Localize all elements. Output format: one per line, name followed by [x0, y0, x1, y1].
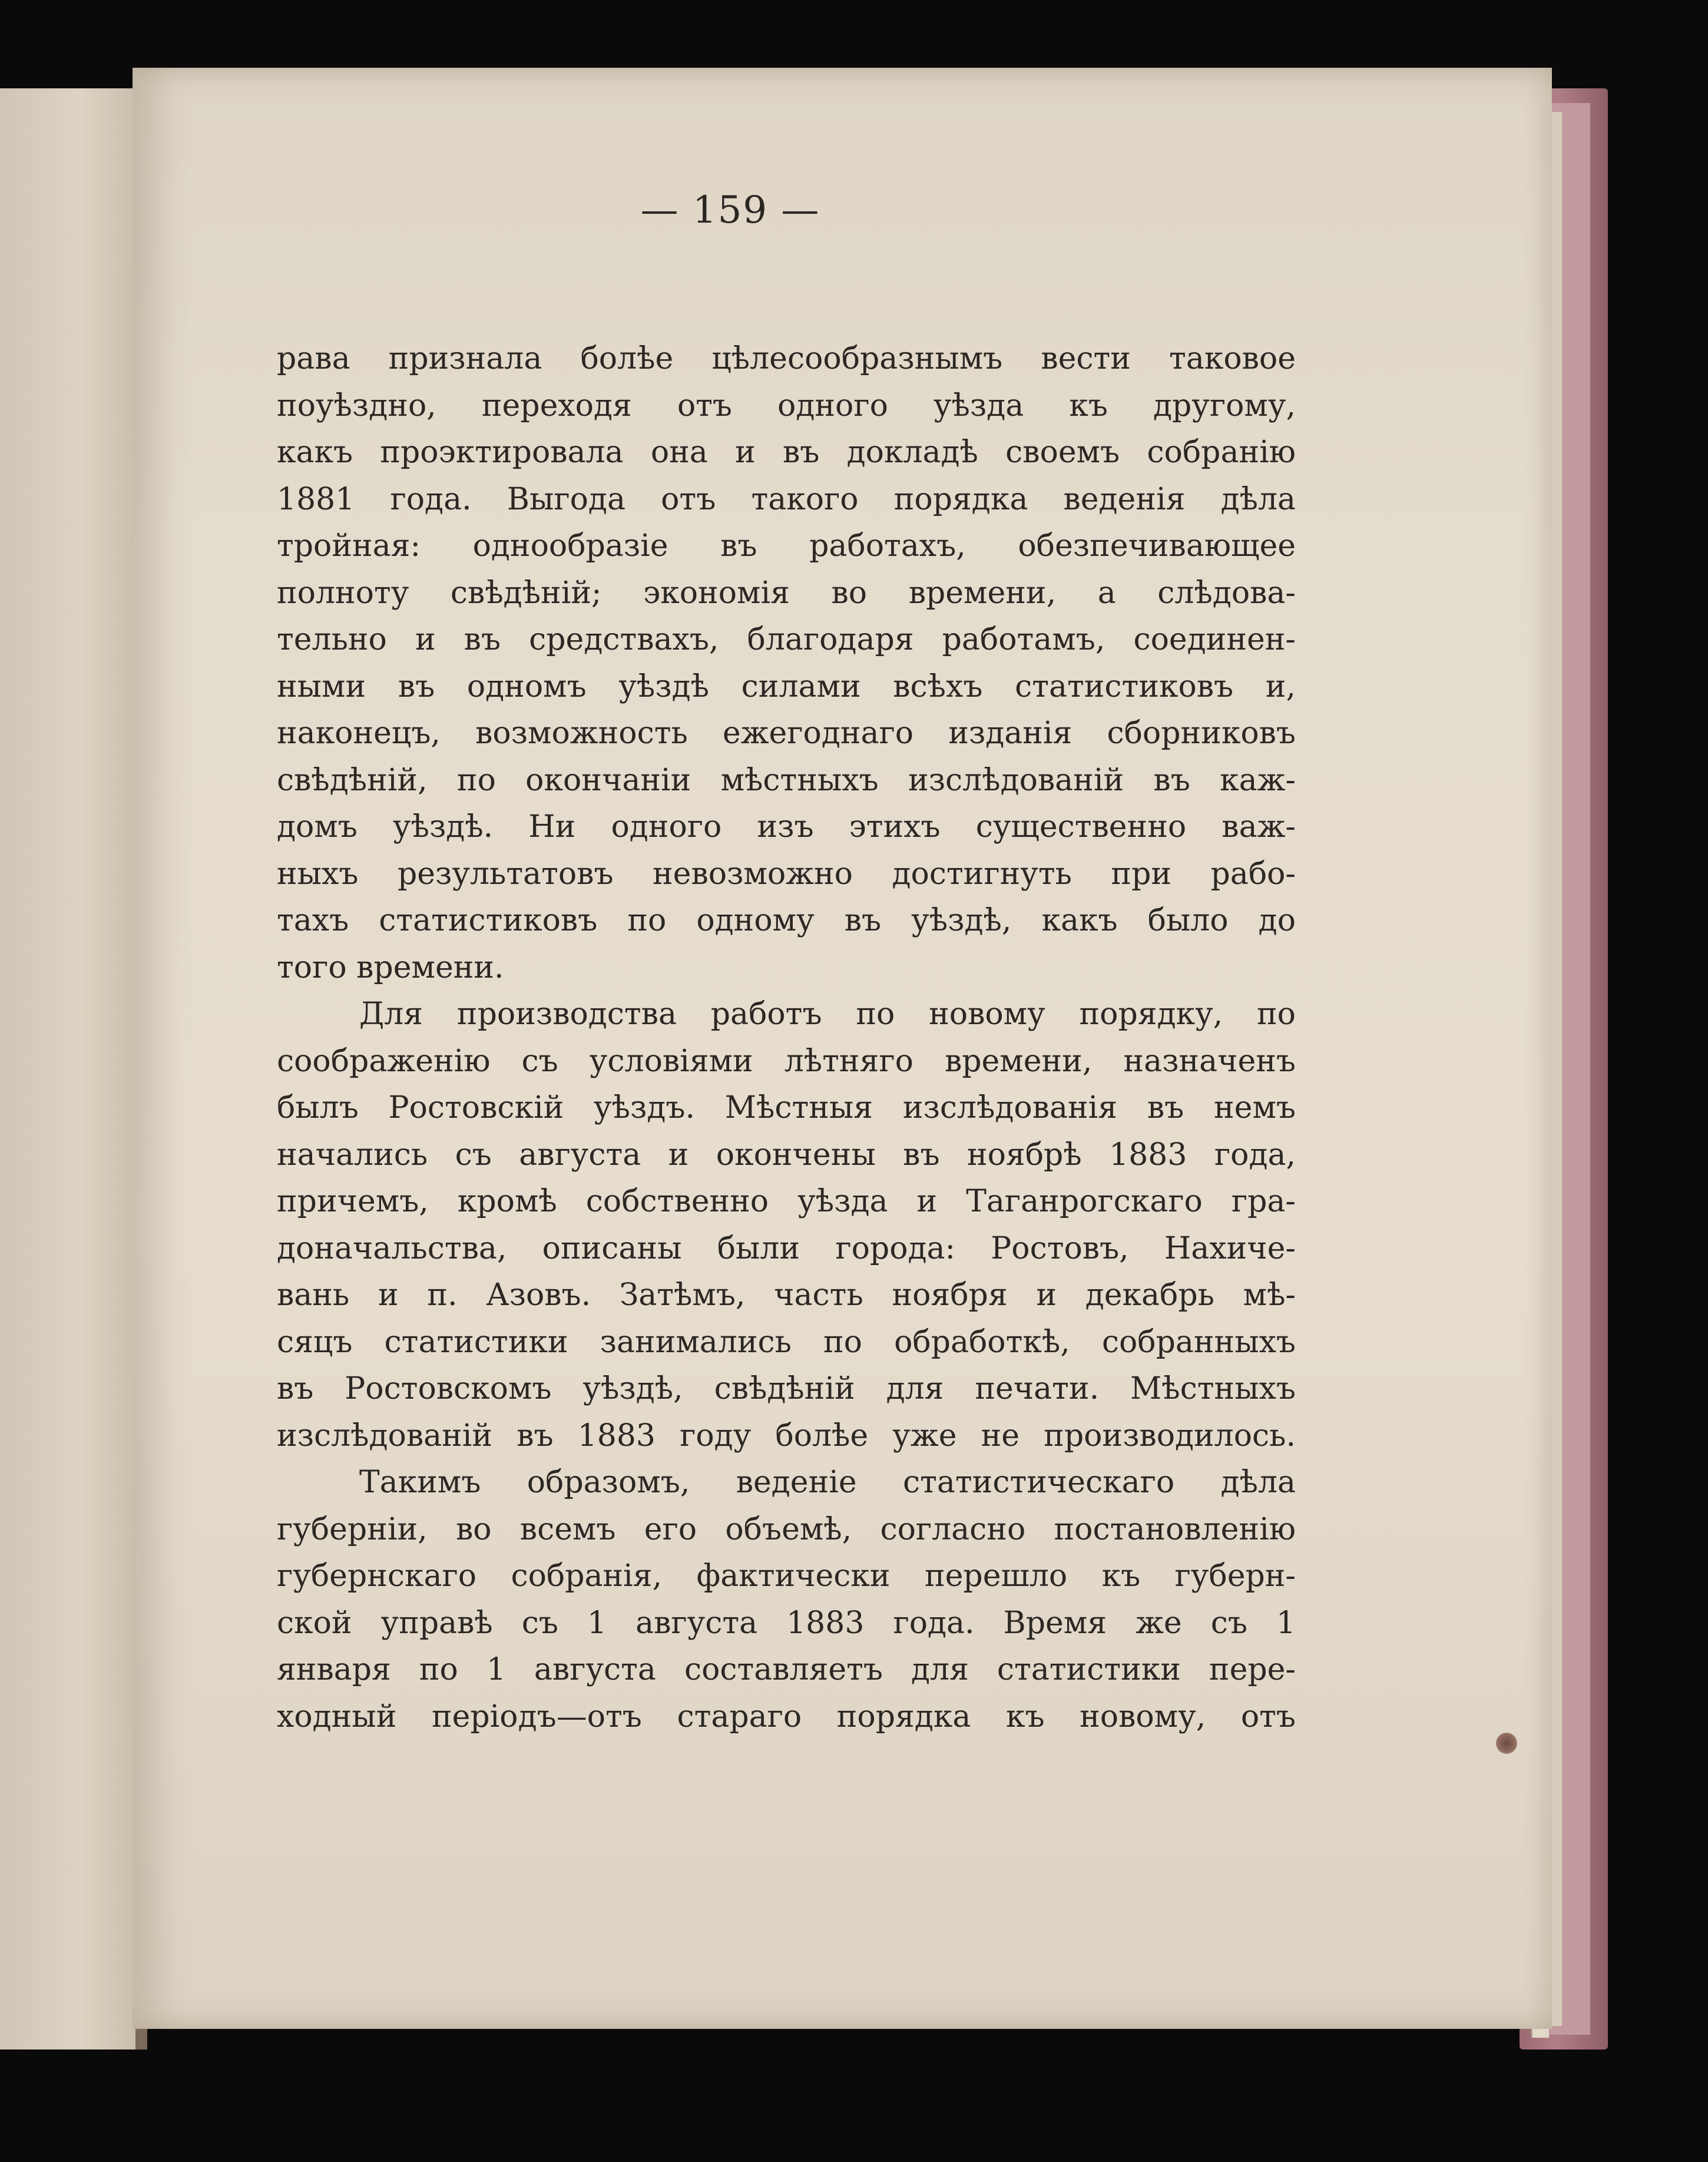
text-line: какъ проэктировала она и въ докладѣ своемъ собранію — [277, 435, 1296, 470]
text-line: начались съ августа и окончены въ ноябрѣ 1883 года, — [277, 1137, 1296, 1173]
page-number: — 159 — — [640, 188, 820, 232]
text-line: тройная: однообразіе въ работахъ, обезпечивающее — [277, 528, 1296, 564]
text-line: того времени. — [277, 949, 504, 985]
text-line: тельно и въ средствахъ, благодаря работамъ, соединен- — [277, 622, 1296, 657]
facing-page-edge — [0, 88, 135, 2050]
text-line: свѣдѣній, по окончаніи мѣстныхъ изслѣдованій въ каж- — [277, 762, 1296, 798]
page-hole-mark — [1496, 1733, 1517, 1754]
text-line: губернскаго собранія, фактически перешло къ губерн- — [277, 1558, 1296, 1594]
text-line: ходный періодъ—отъ стараго порядка къ новому, отъ — [277, 1699, 1296, 1734]
text-line: губерніи, во всемъ его объемѣ, согласно постановленію — [277, 1511, 1296, 1547]
page-text — [277, 336, 1296, 1740]
text-line: полноту свѣдѣній; экономія во времени, а слѣдова- — [277, 575, 1296, 611]
text-line: вань и п. Азовъ. Затѣмъ, часть ноября и декабрь мѣ- — [277, 1277, 1296, 1313]
text-line: изслѣдованій въ 1883 году болѣе уже не производилось. — [277, 1418, 1296, 1454]
text-line: ской управѣ съ 1 августа 1883 года. Время же съ 1 — [277, 1605, 1296, 1641]
text-line: тахъ статистиковъ по одному въ уѣздѣ, какъ было до — [277, 903, 1296, 938]
text-line: соображенію съ условіями лѣтняго времени, назначенъ — [277, 1043, 1296, 1079]
text-line: доначальства, описаны были города: Ростовъ, Нахиче- — [277, 1230, 1296, 1266]
text-line: Для производства работъ по новому порядку, по — [359, 996, 1296, 1032]
text-line: рава признала болѣе цѣлесообразнымъ вести таковое — [277, 341, 1296, 376]
text-line: домъ уѣздѣ. Ни одного изъ этихъ существенно важ- — [277, 809, 1296, 845]
text-line: ными въ одномъ уѣздѣ силами всѣхъ статистиковъ и, — [277, 668, 1296, 704]
text-line: Такимъ образомъ, веденіе статистическаго дѣла — [359, 1465, 1296, 1500]
text-line: января по 1 августа составляетъ для статистики пере- — [277, 1652, 1296, 1687]
text-line: поуѣздно, переходя отъ одного уѣзда къ другому, — [277, 388, 1296, 423]
text-line: сяцъ статистики занимались по обработкѣ, собранныхъ — [277, 1324, 1296, 1360]
text-line: 1881 года. Выгода отъ такого порядка веденія дѣла — [277, 481, 1296, 517]
text-line: причемъ, кромѣ собственно уѣзда и Таганрогскаго гра- — [277, 1184, 1296, 1219]
text-line: былъ Ростовскій уѣздъ. Мѣстныя изслѣдованія въ немъ — [277, 1090, 1296, 1125]
text-line: наконецъ, возможность ежегоднаго изданія сборниковъ — [277, 716, 1296, 751]
text-line: ныхъ результатовъ невозможно достигнуть при рабо- — [277, 856, 1296, 892]
text-line: въ Ростовскомъ уѣздѣ, свѣдѣній для печати. Мѣстныхъ — [277, 1371, 1296, 1406]
